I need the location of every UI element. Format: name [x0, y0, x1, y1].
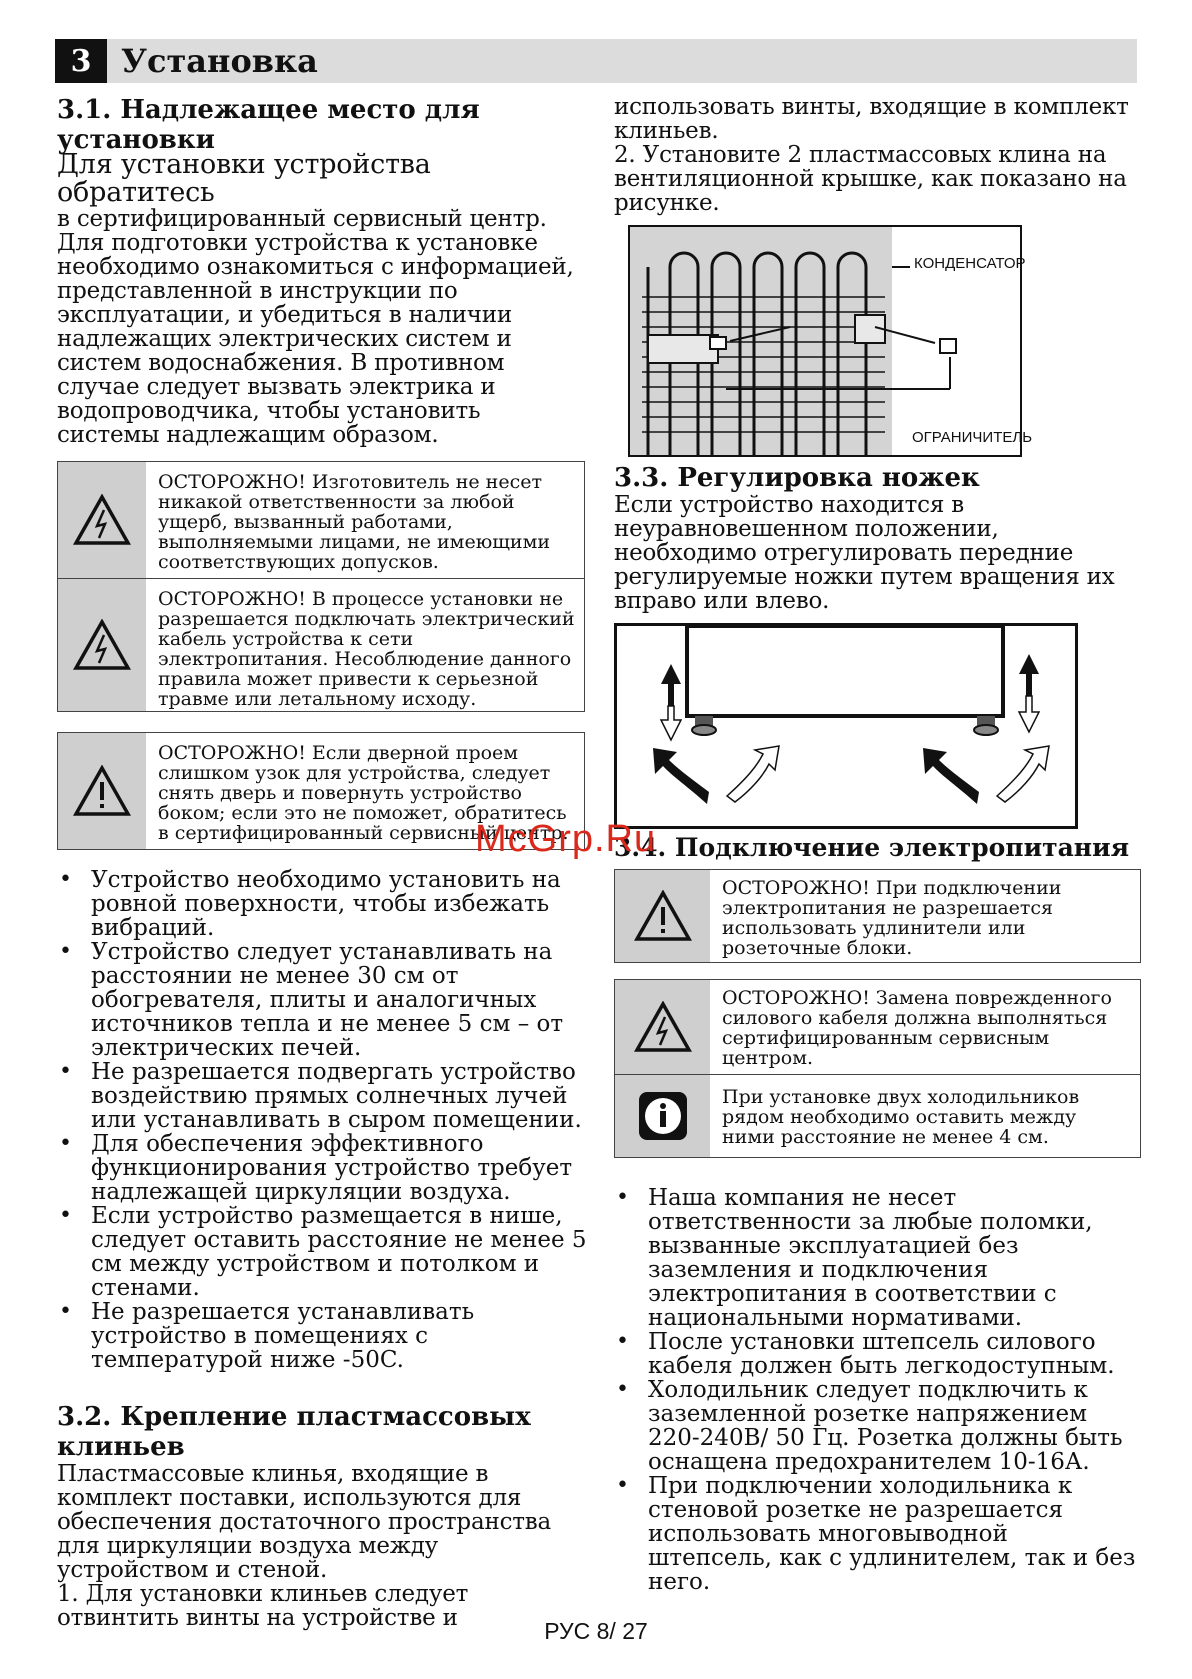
warning-box-group-4 [614, 979, 1141, 1158]
warning-icon-cell [615, 870, 710, 962]
warning-text: ОСТОРОЖНО! Изготовитель не несет никакой ответственности за любой ущерб, вызванный работами, выполняемыми лицами, не имеющими соответствующих допусков. [158, 471, 551, 573]
section-3-3-title: 3.3. Регулировка ножек [614, 463, 980, 493]
list-item: • Устройство следует устанавливать на расстоянии не менее 30 см от обогревателя, плиты и аналогичных источников тепла и не менее 5 см – от электрических печей. [57, 940, 587, 1060]
electric-warning-icon [73, 494, 131, 546]
warning-box-group-1 [57, 461, 585, 712]
section-3-2-title: 3.2. Крепление пластмассовых клиньев [57, 1402, 531, 1462]
watermark: McGrp.Ru [475, 818, 657, 860]
limiter-label: ОГРАНИЧИТЕЛЬ [912, 429, 1033, 446]
electric-warning-icon [73, 619, 131, 671]
chapter-header [55, 39, 1137, 83]
right-column [614, 95, 1136, 1594]
warning-row [615, 980, 1140, 1074]
list-item: • При подключении холодильника к стеновой розетке не разрешается использовать многовыводной штепсель, как с удлинителем, так и без него. [614, 1474, 1136, 1594]
warning-icon-cell [615, 980, 710, 1074]
info-icon [638, 1091, 688, 1141]
section-3-3-text: Если устройство находится в неуравновешенном положении, необходимо отрегулировать передние регулируемые ножки путем вращения их вправо или влево. [614, 492, 1115, 614]
warning-icon-cell [58, 579, 146, 711]
section-3-2-step-2: 2. Установите 2 пластмассовых клина на вентиляционной крышке, как показано на рисунке. [614, 142, 1127, 216]
warning-row [58, 578, 584, 711]
section-3-1-text: в сертифицированный сервисный центр. Для подготовки устройства к установке необходимо ознакомиться с информацией, представленной в инструкции по эксплуатации, и убедиться в наличии надлежащих электрических систем и систем водоснабжения. В противном случае следует вызвать электрика и водопроводчика, чтобы установить системы надлежащим образом. [57, 206, 574, 448]
general-warning-icon [73, 765, 131, 817]
list-item: • Наша компания не несет ответственности за любые поломки, вызванные эксплуатацией без заземления и подключения электропитания в соответствии с национальными нормативами. [614, 1186, 1136, 1330]
section-3-1-title: 3.1. Надлежащее место для установки [57, 95, 480, 155]
section-3-4-title: 3.4. Подключение электропитания [614, 833, 1130, 862]
warning-text: ОСТОРОЖНО! В процессе установки не разрешается подключать электрический кабель устройства к сети электропитания. Несоблюдение данного правила может привести к серьезной травме или летальному исходу. [158, 588, 575, 710]
power-rules-list [614, 1186, 1136, 1594]
warning-text: ОСТОРОЖНО! При подключении электропитания не разрешается использовать удлинители или розеточные блоки. [722, 877, 1062, 959]
warning-row [58, 462, 584, 578]
left-column [57, 95, 587, 1630]
feet-adjustment-figure [614, 623, 1078, 829]
warning-text: ОСТОРОЖНО! Замена поврежденного силового кабеля должна выполняться сертифицированным сервисным центром. [722, 987, 1112, 1069]
placement-rules-list [57, 868, 587, 1372]
warning-text: ОСТОРОЖНО! Если дверной проем слишком узок для устройства, следует снять дверь и повернуть устройство боком; если это не поможет, обратитесь в сертифицированный сервисный центр. [158, 742, 569, 844]
info-text: При установке двух холодильников рядом необходимо оставить между ними расстояние не менее 4 см. [722, 1086, 1080, 1148]
list-item: • Не разрешается устанавливать устройство в помещениях с температурой ниже -50C. [57, 1300, 587, 1372]
condenser-label: КОНДЕНСАТОР [914, 255, 1026, 272]
list-item: • После установки штепсель силового кабеля должен быть легкодоступным. [614, 1330, 1136, 1378]
warning-row [615, 870, 1140, 962]
warning-box-group-3 [614, 869, 1141, 963]
electric-warning-icon [634, 1001, 692, 1053]
chapter-number: 3 [55, 39, 107, 83]
warning-icon-cell [58, 462, 146, 578]
list-item: • Не разрешается подвергать устройство воздействию прямых солнечных лучей или устанавливать в сыром помещении. [57, 1060, 587, 1132]
feet-adjustment-illustration [617, 626, 1075, 826]
section-3-2-step-1-continued: использовать винты, входящие в комплект клиньев. [614, 94, 1129, 144]
general-warning-icon [634, 890, 692, 942]
list-item: • Устройство необходимо установить на ровной поверхности, чтобы избежать вибраций. [57, 868, 587, 940]
list-item: • Если устройство размещается в нише, следует оставить расстояние не менее 5 см между устройством и потолком и стенами. [57, 1204, 587, 1300]
condenser-figure [628, 225, 1033, 457]
info-icon-cell [615, 1075, 710, 1157]
warning-icon-cell [58, 733, 146, 849]
info-row [615, 1074, 1140, 1157]
section-3-1-lead: Для установки устройства обратитесь [57, 149, 431, 208]
section-3-2-step-1: 1. Для установки клиньев следует отвинтить винты на устройстве и [57, 1581, 469, 1631]
page-number: РУС 8/ 27 [544, 1618, 648, 1644]
chapter-title: Установка [121, 42, 318, 80]
section-3-2-text: Пластмассовые клинья, входящие в комплект поставки, используются для обеспечения достаточного пространства для циркуляции воздуха между устройством и стеной. [57, 1461, 552, 1583]
list-item: • Для обеспечения эффективного функционирования устройство требует надлежащей циркуляции воздуха. [57, 1132, 587, 1204]
list-item: • Холодильник следует подключить к заземленной розетке напряжением 220-240В/ 50 Гц. Розетка должны быть оснащена предохранителем 10-16А. [614, 1378, 1136, 1474]
